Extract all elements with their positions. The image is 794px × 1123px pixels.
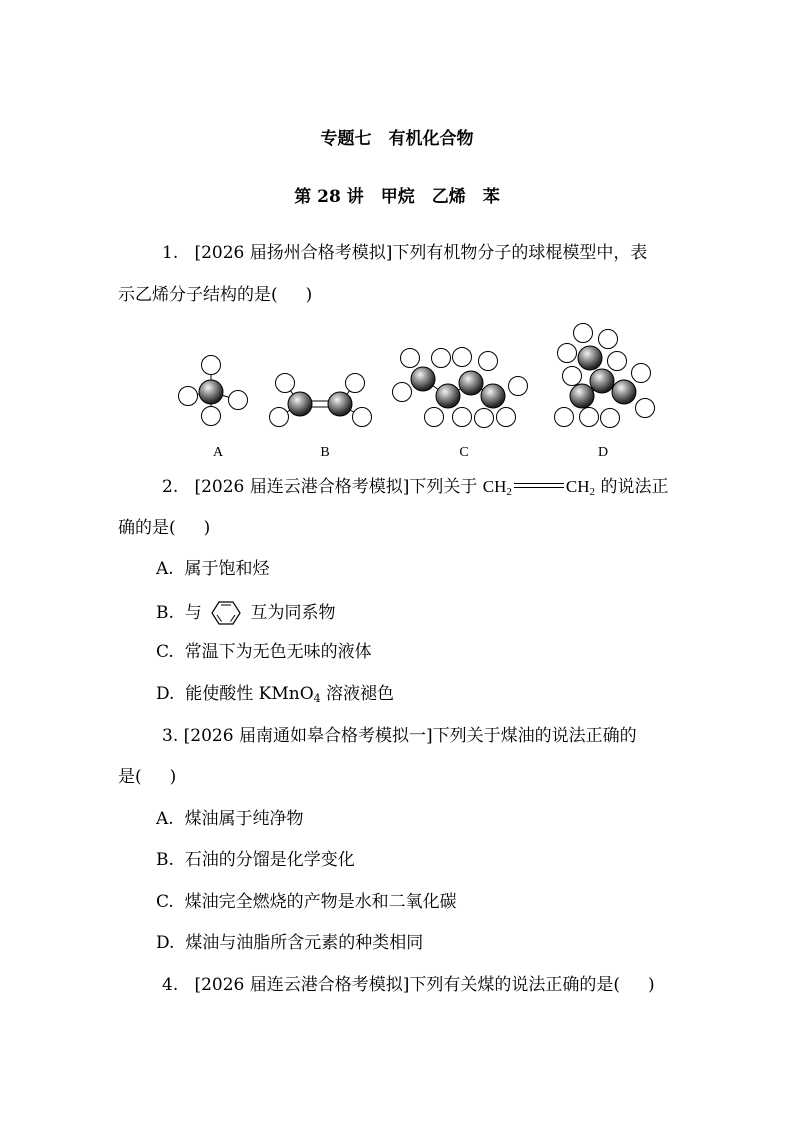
question-text: 下列有关煤的说法正确的是( [409,975,621,995]
question-number: 3. [162,726,179,746]
benzene-ring-icon [211,600,241,626]
question-source: [2026 届南通如皋合格考模拟一] [183,726,433,746]
question-3-line-2 [118,766,176,788]
question-text: 示乙烯分子结构的是( [118,285,278,305]
question-text: 下列有机物分子的球棍模型中，表 [392,243,648,263]
question-text: 是( [118,767,142,787]
answer-close-paren: ) [648,975,655,995]
option-c[interactable]: C. 常温下为无色无味的液体 [156,642,372,662]
model-d-isobutane[interactable] [555,324,655,428]
option-label-c: C [459,445,469,460]
question-3-line-1 [162,725,637,747]
question-1-line-1 [162,242,647,264]
model-a-methane[interactable] [179,356,248,426]
question-source: [2026 届连云港合格考模拟] [194,477,410,497]
question-4-line-1 [162,974,655,996]
question-source: [2026 届扬州合格考模拟] [194,243,393,263]
question-text: 的说法正 [595,477,669,497]
model-b-ethylene[interactable] [270,374,372,427]
question-number: 2. [162,477,179,497]
option-d[interactable]: D. 能使酸性 KMnO$_4$ 溶液褪色 [156,684,395,705]
option-label-a: A [212,445,224,460]
question-text: 确的是( [118,518,176,538]
question-2-line-2 [118,517,210,539]
question-1-line-2 [118,284,312,306]
question-source: [2026 届连云港合格考模拟] [194,975,410,995]
formula-ch2: $CH_2$ [482,477,512,498]
ball-and-stick-models-figure [170,320,670,465]
double-bond-symbol [512,482,566,490]
option-c[interactable]: C. 煤油完全燃烧的产物是水和二氧化碳 [156,892,457,912]
question-number: 4. [162,975,179,995]
option-b[interactable]: B. 与 互为同系物 [156,600,336,626]
question-text: 下列关于 [409,477,483,497]
question-2-line-1 [162,476,668,498]
option-a[interactable]: A. 属于饱和烃 [156,559,270,579]
answer-close-paren: ) [203,518,211,538]
question-text: 下列关于煤油的说法正确的 [432,726,637,746]
option-a[interactable]: A. 煤油属于纯净物 [156,809,304,829]
topic-title: 专题七 有机化合物 [320,129,474,149]
answer-close-paren: ) [169,767,177,787]
option-label-d: D [597,445,609,460]
question-number: 1. [162,243,179,263]
lecture-title: 第 28 讲 甲烷 乙烯 苯 [294,187,500,207]
option-d[interactable]: D. 煤油与油脂所含元素的种类相同 [156,933,424,953]
formula-ch2: $CH_2$ [565,477,596,498]
answer-close-paren: ) [305,285,313,305]
option-b[interactable]: B. 石油的分馏是化学变化 [156,850,355,870]
model-c-butane[interactable] [393,348,528,428]
option-label-b: B [320,445,330,460]
